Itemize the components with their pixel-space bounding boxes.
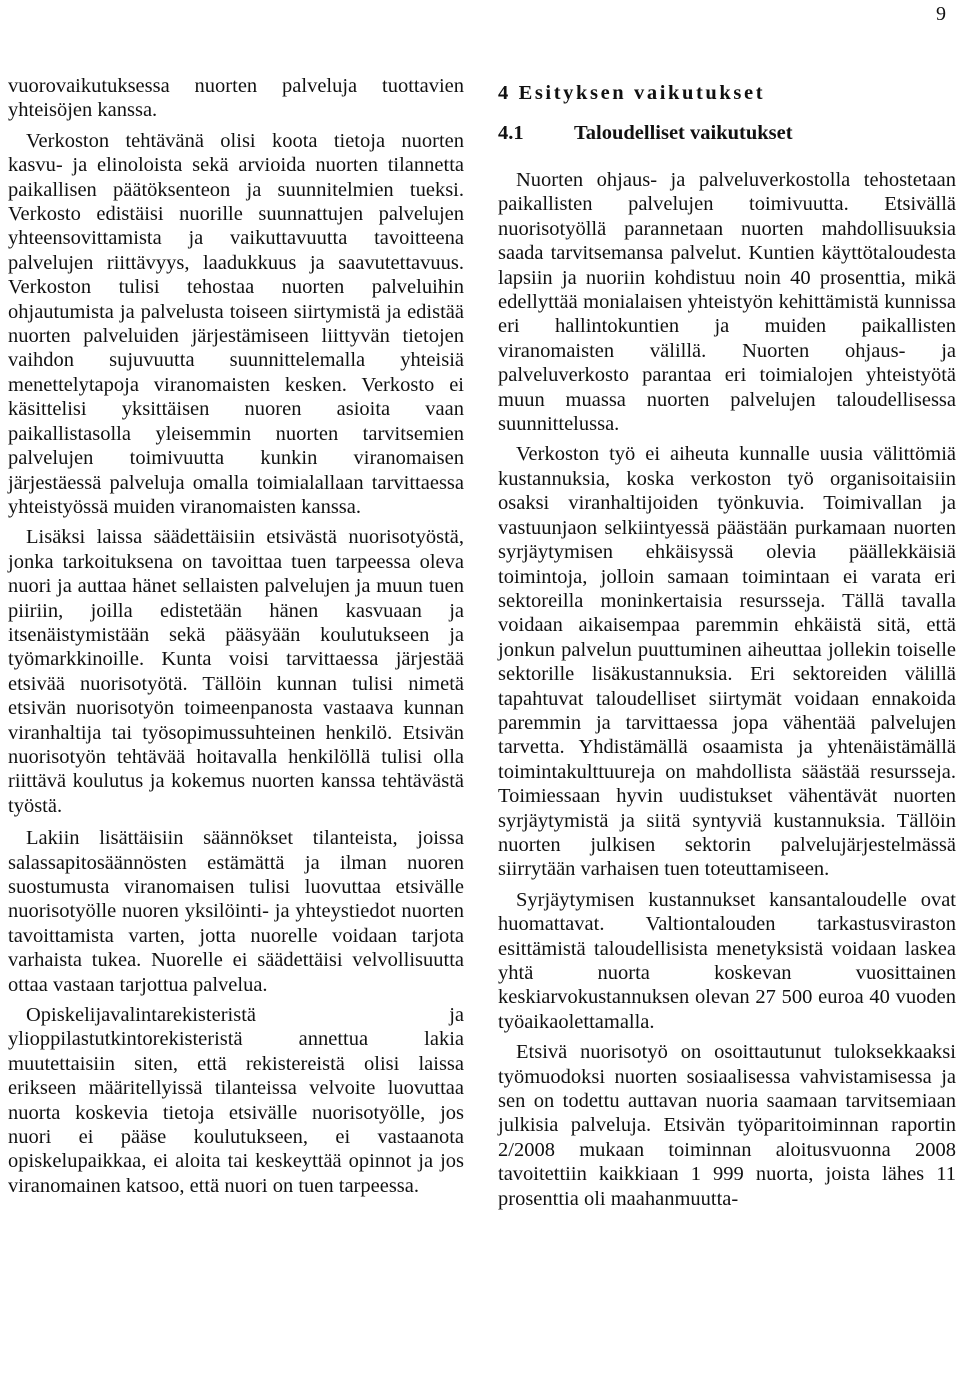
page-number: 9 — [936, 3, 946, 25]
subsection-heading — [498, 120, 956, 146]
subsection-number: 4.1 — [498, 122, 524, 144]
section-heading: 4 Esityksen vaikutukset — [498, 82, 766, 104]
paragraph: Etsivä nuorisotyö on osoittautunut tuloksekkaaksi työmuodoksi nuorten sosiaalisessa vahvistamisessa ja sen on todettu auttavan nuoria saamaan tarvitsemiaan julkisia palveluja. Etsivän työparitoiminnan raportin 2/2008 mukaan toiminnan aloitusvuonna 2008 tavoitettiin kaikkiaan 1 999 nuorta, joista lähes 11 prosenttia oli maahanmuutta- — [498, 1041, 956, 1210]
paragraph: Verkoston tehtävänä olisi koota tietoja nuorten kasvu- ja elinoloista sekä arvioida nuorten tilannetta paikallisen päätöksenteon ja suunnitelmien tueksi. Verkosto edistäisi nuorille suunnattujen palvelujen yhteensovittamista ja vaikuttavuutta tavoitteena palvelujen riittävyys, laadukkuus ja saavutettavuus. Verkoston tulisi tehostaa nuorten palveluihin ohjautumista ja palvelusta toiseen siirtymistä ja edistää nuorten palveluiden järjestämiseen liittyvän tietojen vaihdon sujuvuutta suunnittelemalla yhteisiä menettelytapoja viranomaisten kesken. Verkosto ei käsittelisi yksittäisen nuoren asioita vaan paikallistasolla yleisemmin nuorten tarvitsemien palvelujen toimivuutta kunkin viranomaisen järjestäessä palveluja omalla toimialallaan tarvittaessa yhteistyössä muiden viranomaisten kanssa. — [8, 129, 464, 518]
paragraph: vuorovaikutuksessa nuorten palveluja tuottavien yhteisöjen kanssa. — [8, 75, 464, 122]
right-column — [498, 74, 956, 1217]
paragraph: Lisäksi laissa säädettäisiin etsivästä nuorisotyöstä, jonka tarkoituksena on tavoittaa tuen tarpeessa oleva nuori ja auttaa hänet sellaisten palvelujen ja muun tuen piiriin, joilla edistetään hänen kasvuaan ja itsenäistymistään sekä pääsyään koulutukseen ja työmarkkinoille. Kunta voisi tarvittaessa järjestää etsivää nuorisotyötä. Tällöin kunnan tulisi nimetä etsivän nuorisotyön toimeenpanosta vastaava kunnan viranhaltija tai työsopimussuhteinen henkilö. Etsivän nuorisotyön tehtävää hoitavalla henkilöllä tulisi olla riittävä koulutus ja kokemus nuorten kanssa tehtävästä työstä. — [8, 526, 464, 817]
paragraph: Syrjäytymisen kustannukset kansantaloudelle ovat huomattavat. Valtiontalouden tarkastusviraston esittämistä taloudellisista menetyksistä voidaan laskea yhtä nuorta koskevan vuosittainen keskiarvokustannuksen olevan 27 500 euroa 40 vuoden työaikaolettamalla. — [498, 888, 956, 1033]
paragraph: Opiskelijavalintarekisteristä ja ylioppilastutkintorekisteristä annettua lakia muutettaisiin siten, että rekistereistä olisi laissa erikseen määritellyissä tilanteissa velvoite luovuttaa nuorta koskevia tietoja etsivälle nuorisotyölle, jos nuori ei pääse koulutukseen, ei vastaanota opiskelupaikkaa, ei aloita tai keskeyttää opinnot ja jos viranomainen katsoo, että nuori on tuen tarpeessa. — [8, 1004, 464, 1197]
subsection-title: Taloudelliset vaikutukset — [574, 122, 793, 144]
paragraph: Nuorten ohjaus- ja palveluverkostolla tehostetaan paikallisten palvelujen toimivuutta. Etsivällä nuorisotyöllä parannetaan nuorten mahdollisuuksia saada tarvitsemansa palvelut. Kuntien käyttötaloudesta lapsiin ja nuoriin kohdistuu noin 40 prosenttia, mikä edellyttää monialaisen yhteistyön kehittämistä kunnissa eri hallintokuntien ja muiden paikallisten viranomaisten välillä. Nuorten ohjaus- ja palveluverkosto parantaa eri toimialojen yhteistyötä muun muassa nuorten palvelujen taloudellisessa suunnittelussa. — [498, 169, 956, 436]
left-column — [8, 74, 464, 1204]
paragraph: Lakiin lisättäisiin säännökset tilanteista, joissa salassapitosäännösten estämättä ja ilman nuoren suostumusta viranomaisen tulisi luovuttaa etsivälle nuorisotyölle nuoren yksilöinti- ja yhteystiedot nuorten tavoittamista varten, jotta nuorelle voidaan tarjota varhaista tukea. Nuorelle ei säädettäisi velvollisuutta ottaa vastaan tarjottua palvelua. — [8, 827, 464, 996]
paragraph: Verkoston työ ei aiheuta kunnalle uusia välittömiä kustannuksia, koska verkoston työ organisoitaisiin osaksi viranhaltijoiden työnkuvia. Toimivallan ja vastuunjaon selkiintyessä päästään purkamaan nuorten syrjäytymisen ehkäisyssä olevia päällekkäisiä toimintoja, jolloin samaan toimintaan ei varata eri sektoreilla moninkertaisia resursseja. Tällä tavalla voidaan aikaisempaa paremmin ehkäistä sitä, että jonkun palvelun puuttuminen aiheuttaa jollekin toiselle sektorille lisäkustannuksia. Eri sektoreiden välillä tapahtuvat taloudelliset siirtymät voidaan ennakoida paremmin ja tarvittaessa jopa vähentää palvelujen tarvetta. Yhdistämällä osaamista ja yhtenäistämällä toimintakulttuureja on mahdollista säästää resursseja. Toimiessaan hyvin uudistukset vähentävät nuorten syrjäytymistä ja siitä syntyviä kustannuksia. Tällöin nuorten julkisen sektorin palvelujärjestelmässä siirrytään varhaisen tuen toteuttamiseen. — [498, 443, 956, 881]
